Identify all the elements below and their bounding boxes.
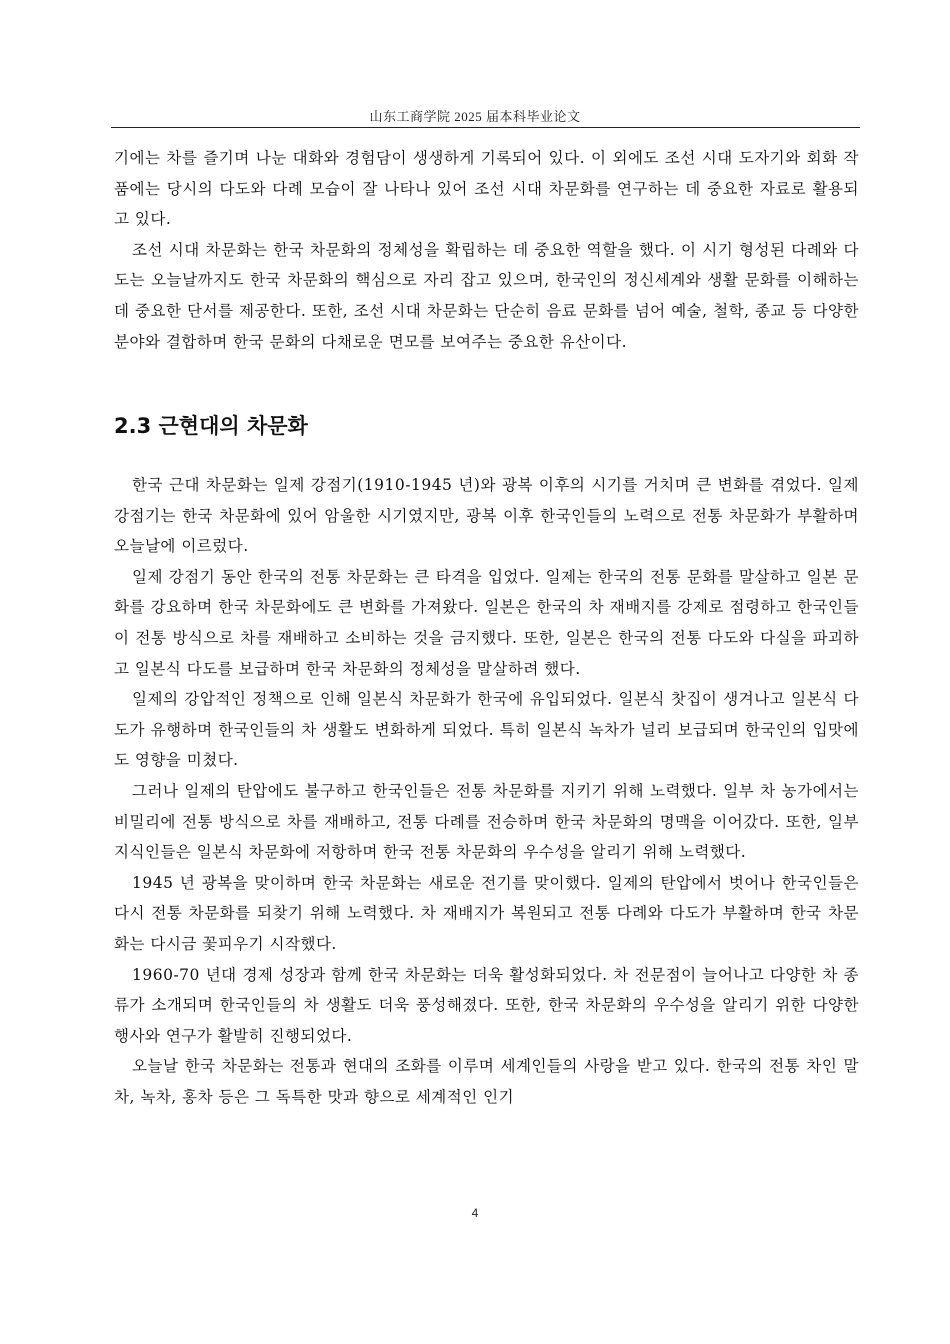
paragraph: 일제의 강압적인 정책으로 인해 일본식 차문화가 한국에 유입되었다. 일본식 찻집이 생겨나고 일본식 다도가 유행하며 한국인들의 차 생활도 변화하게 되었다. 특히 일본식 녹차가 널리 보급되며 한국인의 입맛에도 영향을 미쳤다. — [114, 690, 859, 770]
page-number: 4 — [471, 1206, 479, 1220]
header-rule — [111, 127, 860, 128]
page-header-title: 山东工商学院 2025 届本科毕业论文 — [369, 109, 581, 124]
section-body — [114, 470, 859, 1112]
paragraph: 1945 년 광복을 맞이하며 한국 차문화는 새로운 전기를 맞이했다. 일제의 탄압에서 벗어나 한국인들은 다시 전통 차문화를 되찾기 위해 노력했다. 차 재배지가 복원되고 전통 다례와 다도가 부활하며 한국 차문화는 다시금 꽃피우기 시작했다. — [114, 873, 859, 953]
body-text-top — [114, 143, 859, 357]
paragraph: 그러나 일제의 탄압에도 불구하고 한국인들은 전통 차문화를 지키기 위해 노력했다. 일부 차 농가에서는 비밀리에 전통 방식으로 차를 재배하고, 전통 다례를 전승하며 한국 차문화의 명맥을 이어갔다. 또한, 일부 지식인들은 일본식 차문화에 저항하며 한국 전통 차문화의 우수성을 알리기 위해 노력했다. — [114, 781, 859, 862]
section-heading: 2.3 근현대의 차문화 — [114, 414, 308, 438]
paragraph: 오늘날 한국 차문화는 전통과 현대의 조화를 이루며 세계인들의 사랑을 받고 있다. 한국의 전통 차인 말차, 녹차, 홍차 등은 그 독특한 맛과 향으로 세계적인 인기 — [114, 1057, 859, 1106]
paragraph: 한국 근대 차문화는 일제 강점기(1910-1945 년)와 광복 이후의 시기를 거치며 큰 변화를 겪었다. 일제 강점기는 한국 차문화에 있어 암울한 시기였지만, 광복 이후 한국인들의 노력으로 전통 차문화가 부활하며 오늘날에 이르렀다. — [114, 476, 859, 556]
paragraph: 일제 강점기 동안 한국의 전통 차문화는 큰 타격을 입었다. 일제는 한국의 전통 문화를 말살하고 일본 문화를 강요하며 한국 차문화에도 큰 변화를 가져왔다. 일본은 한국의 차 재배지를 강제로 점령하고 한국인들이 전통 방식으로 차를 재배하고 소비하는 것을 금지했다. 또한, 일본은 한국의 전통 다도와 다실을 파괴하고 일본식 다도를 보급하며 한국 차문화의 정체성을 말살하려 했다. — [114, 567, 859, 678]
paragraph-joseon-summary: 조선 시대 차문화는 한국 차문화의 정체성을 확립하는 데 중요한 역할을 했다. 이 시기 형성된 다례와 다도는 오늘날까지도 한국 차문화의 핵심으로 자리 잡고 있으며, 한국인의 정신세계와 생활 문화를 이해하는 데 중요한 단서를 제공한다. 또한, 조선 시대 차문화는 단순히 음료 문화를 넘어 예술, 철학, 종교 등 다양한 분야와 결합하며 한국 문화의 다채로운 면모를 보여주는 중요한 유산이다. — [114, 240, 859, 351]
paragraph-continuation: 기에는 차를 즐기며 나눈 대화와 경험담이 생생하게 기록되어 있다. 이 외에도 조선 시대 도자기와 회화 작품에는 당시의 다도와 다례 모습이 잘 나타나 있어 조선 시대 차문화를 연구하는 데 중요한 자료로 활용되고 있다. — [114, 149, 859, 229]
paragraph: 1960-70 년대 경제 성장과 함께 한국 차문화는 더욱 활성화되었다. 차 전문점이 늘어나고 다양한 차 종류가 소개되며 한국인들의 차 생활도 더욱 풍성해졌다. 또한, 한국 차문화의 우수성을 알리기 위한 다양한 행사와 연구가 활발히 진행되었다. — [114, 965, 859, 1045]
